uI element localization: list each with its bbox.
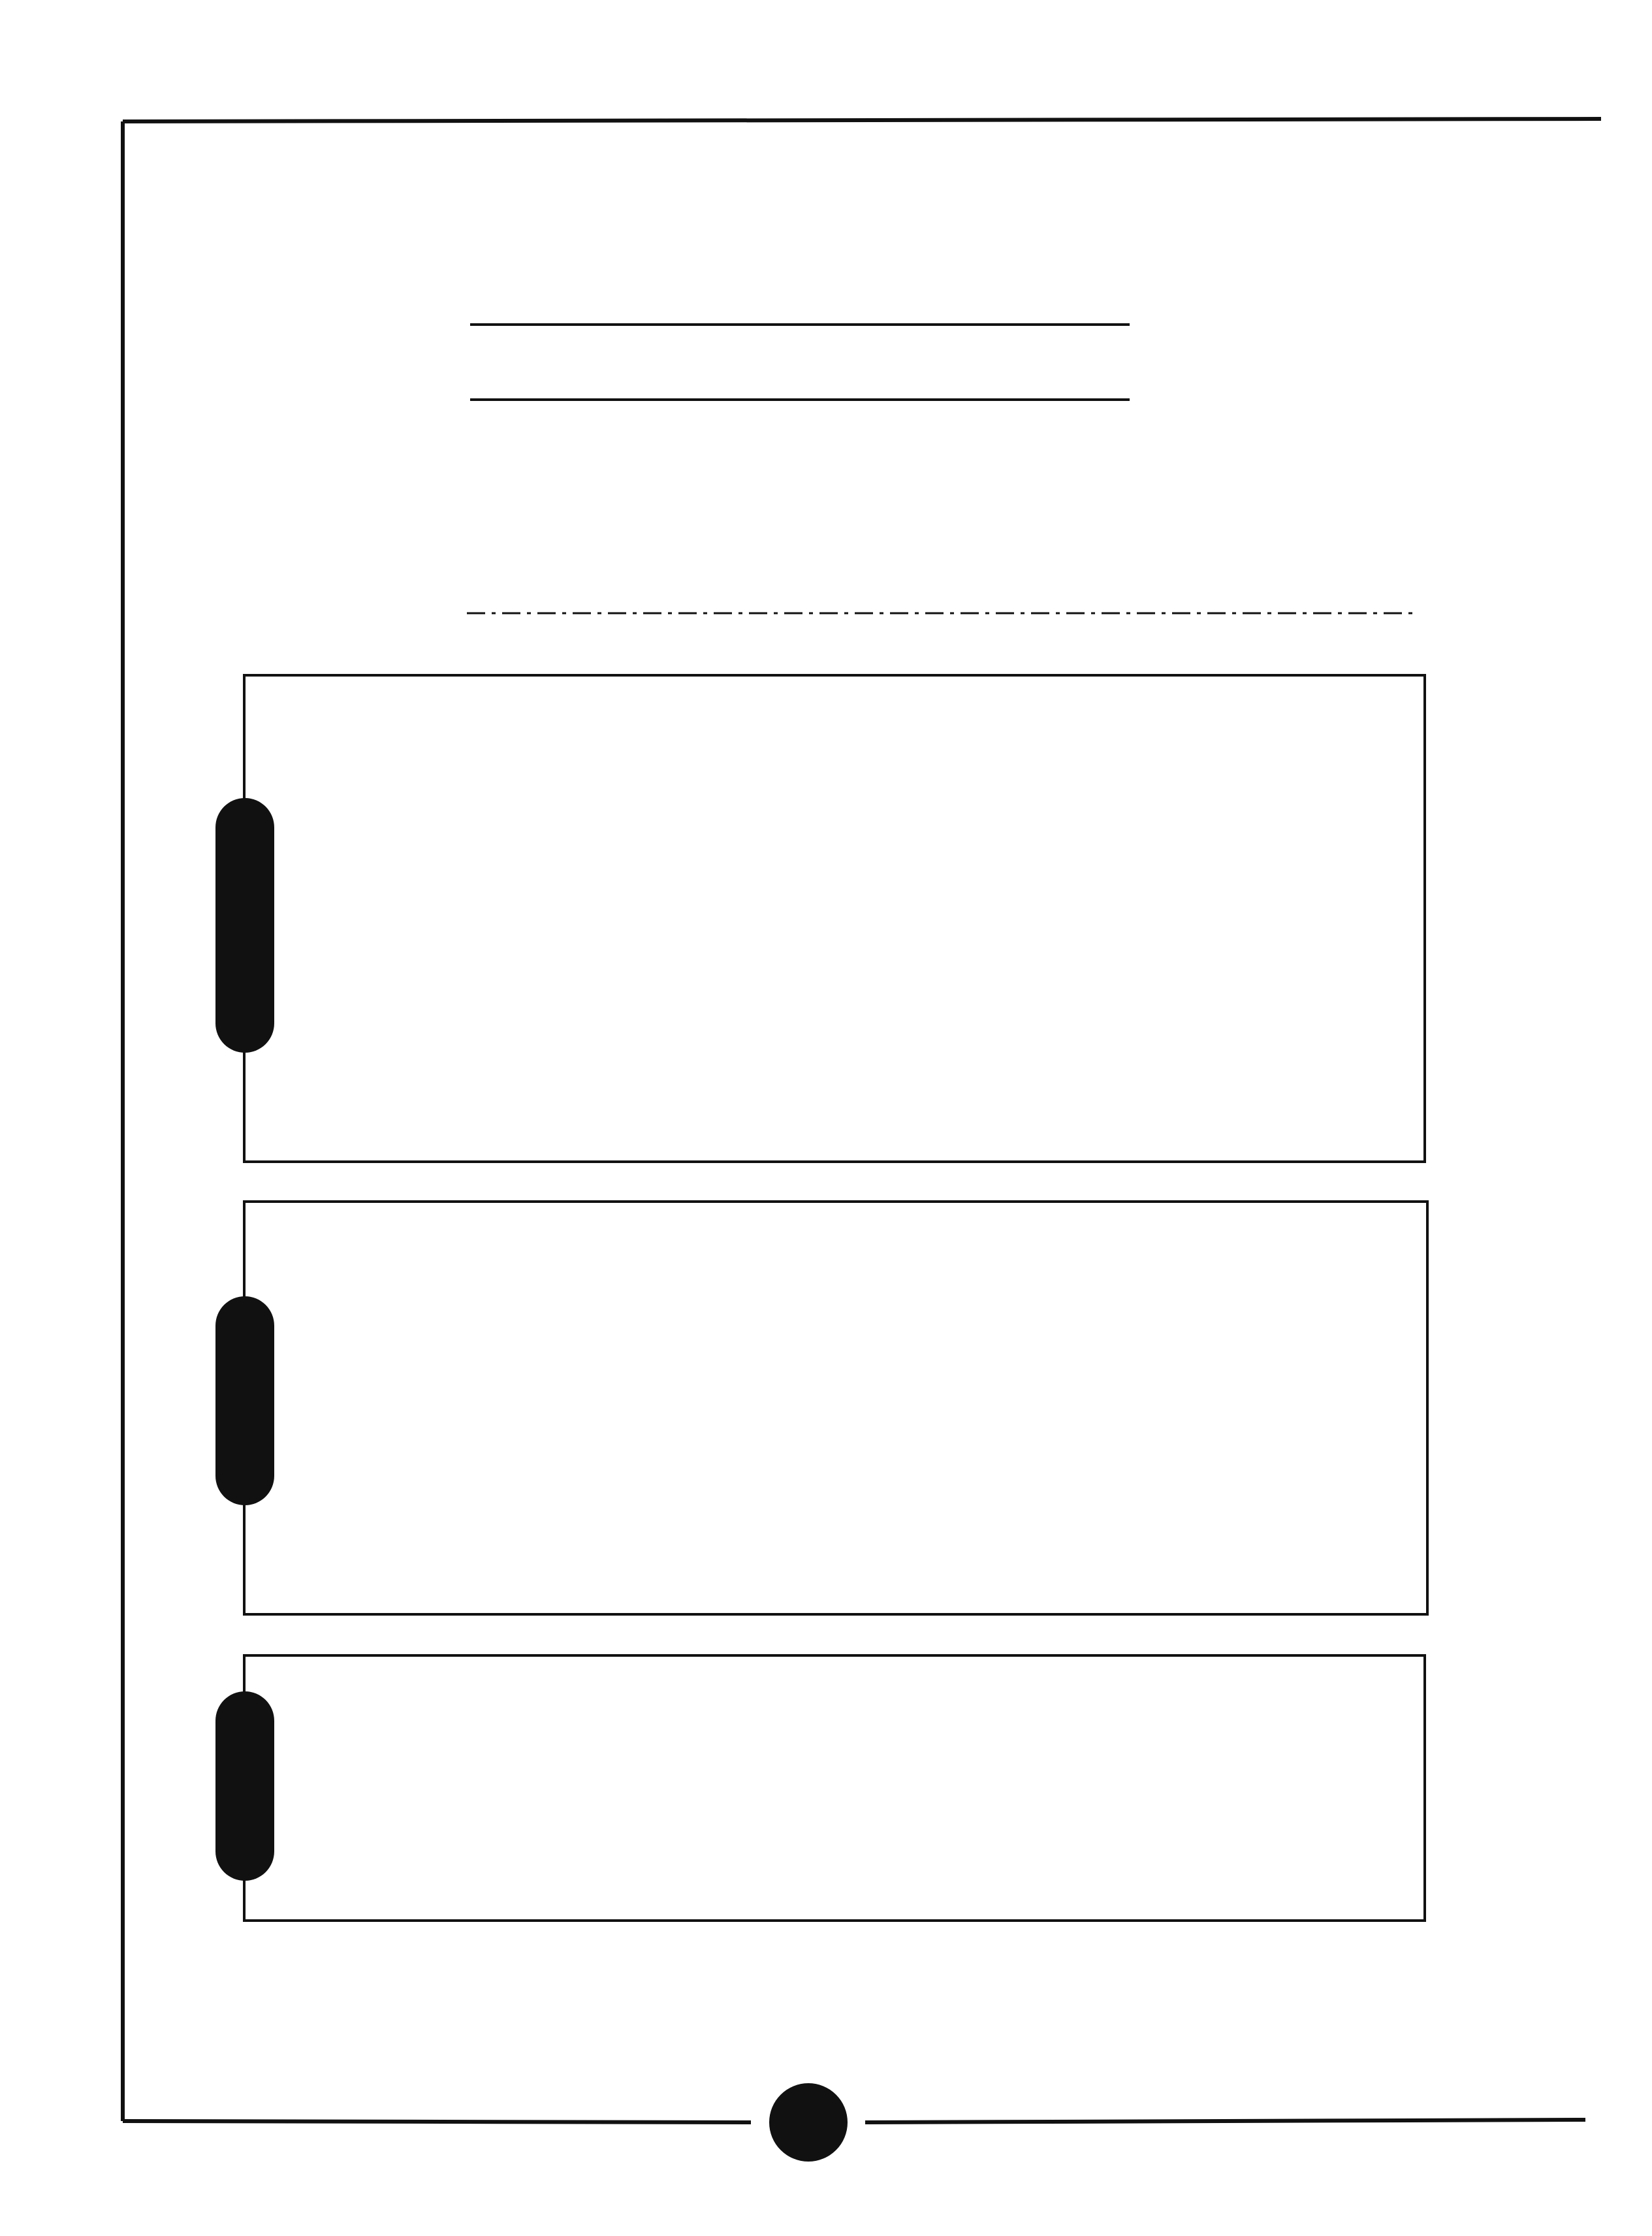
- side-label-mixture: [215, 1691, 274, 1881]
- title-rules: [470, 325, 1130, 400]
- panel-substitution-box: [244, 1202, 1427, 1614]
- panel-mixture-box: [244, 1655, 1425, 1921]
- outer-border: [123, 119, 1601, 2122]
- panel-diatonic-box: [244, 675, 1425, 1162]
- side-label-parallel-keys: [215, 798, 274, 1053]
- page-number: [769, 2083, 848, 2162]
- side-label-substitution: [215, 1296, 274, 1505]
